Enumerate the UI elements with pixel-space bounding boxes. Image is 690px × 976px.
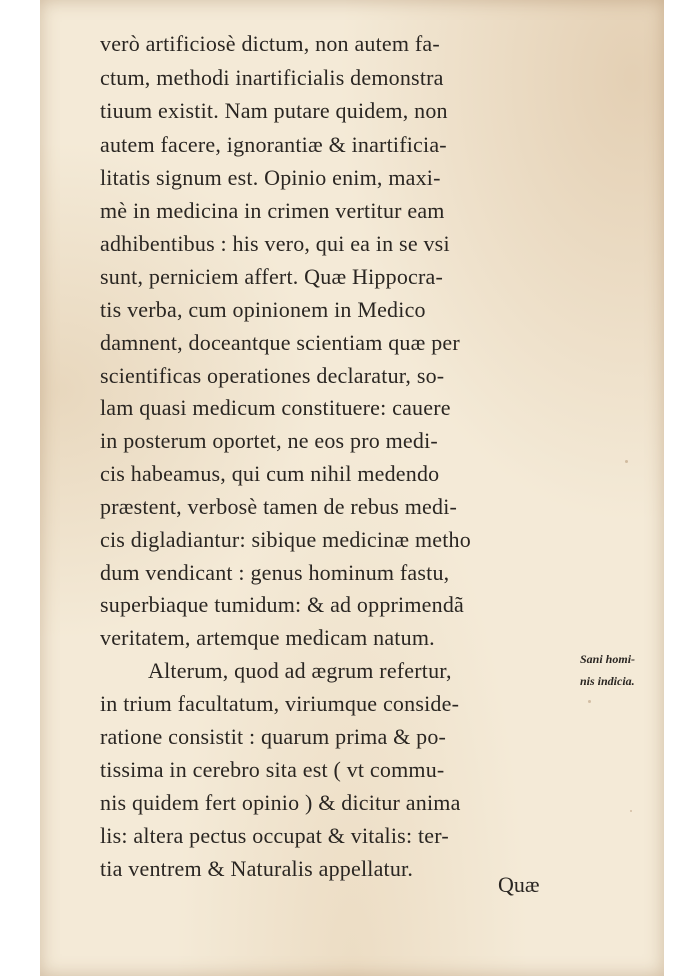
- text-line: lam quasi medicum constituere: cauere: [100, 395, 451, 420]
- text-line: scientificas operationes declaratur, so-: [100, 363, 445, 388]
- margin-note-line: Sani homi-: [580, 652, 636, 666]
- text-line: sunt, perniciem affert. Quæ Hippocra-: [100, 264, 443, 289]
- text-line: ratione consistit : quarum prima & po-: [100, 724, 447, 749]
- text-line: verò artificiosè dictum, non autem fa-: [100, 31, 440, 56]
- text-line: autem facere, ignorantiæ & inartificia-: [100, 132, 447, 157]
- text-line: nis quidem fert opinio ) & dicitur anima: [100, 790, 461, 815]
- paper-stain: [625, 460, 628, 463]
- paper-stain: [630, 810, 632, 812]
- text-line: ctum, methodi inartificialis demonstra: [100, 65, 444, 90]
- paragraph-first-line: Alterum, quod ad ægrum refertur,: [148, 658, 452, 683]
- text-line: superbiaque tumidum: & ad opprimendã: [100, 592, 465, 617]
- text-line: mè in medicina in crimen vertitur eam: [100, 198, 445, 223]
- text-line: dum vendicant : genus hominum fastu,: [100, 560, 450, 585]
- text-line: tiuum existit. Nam putare quidem, non: [100, 98, 448, 123]
- text-line: tissima in cerebro sita est ( vt commu-: [100, 757, 445, 782]
- text-line: damnent, doceantque scientiam quæ per: [100, 330, 460, 355]
- paper-stain: [588, 700, 591, 703]
- text-line: cis habeamus, qui cum nihil medendo: [100, 461, 440, 486]
- text-line: præstent, verbosè tamen de rebus medi-: [100, 494, 458, 519]
- text-line: in posterum oportet, ne eos pro medi-: [100, 428, 438, 453]
- text-line: cis digladiantur: sibique medicinæ metho: [100, 527, 471, 552]
- text-line: tis verba, cum opinionem in Medico: [100, 297, 426, 322]
- text-line: tia ventrem & Naturalis appellatur.: [100, 856, 414, 881]
- catchword: Quæ: [498, 872, 540, 897]
- text-line: litatis signum est. Opinio enim, maxi-: [100, 165, 441, 190]
- text-line: adhibentibus : his vero, qui ea in se vsi: [100, 231, 450, 256]
- text-line: veritatem, artemque medicam natum.: [100, 625, 435, 650]
- text-line: lis: altera pectus occupat & vitalis: ter-: [100, 823, 449, 848]
- margin-note-line: nis indicia.: [580, 674, 635, 688]
- text-line: in trium facultatum, viriumque conside-: [100, 691, 460, 716]
